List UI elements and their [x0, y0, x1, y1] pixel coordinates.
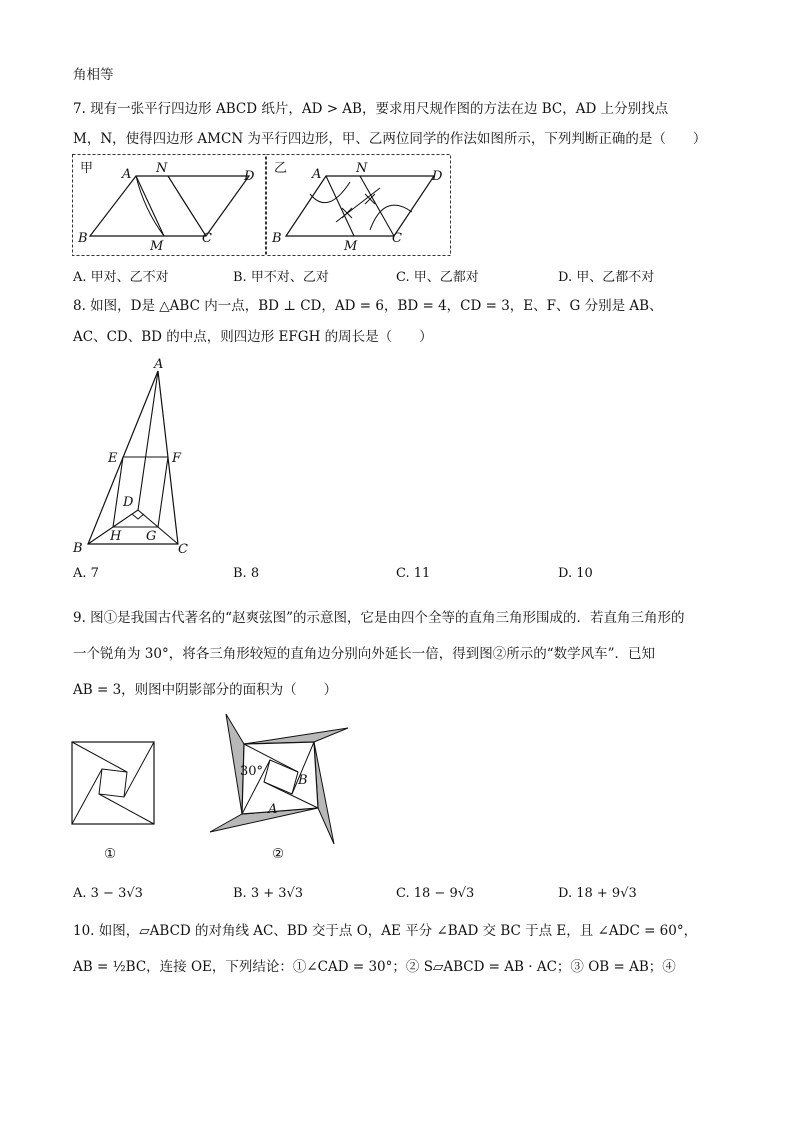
- q7-jia-point-c: C: [202, 231, 212, 246]
- q9-fig1-line-3: [99, 794, 154, 824]
- q8-stem-line1: 8. 如图，D是 △ABC 内一点，BD ⊥ CD，AD = 6，BD = 4，CD = 3，E、F、G 分别是 AB、: [73, 298, 663, 314]
- q8-option-d[interactable]: D. 10: [558, 566, 593, 581]
- q8-figure: [70, 356, 200, 561]
- q9-stem-line1: 9. 图①是我国古代著名的“赵爽弦图”的示意图，它是由四个全等的直角三角形围成的．若直角三角形的: [73, 610, 685, 626]
- q7-jia-arc-2: [168, 176, 206, 236]
- q8-point-h: H: [110, 529, 122, 544]
- q9-stem-line3: AB = 3，则图中阴影部分的面积为（ ）: [73, 682, 338, 698]
- q9-fig1-line-2: [124, 742, 154, 797]
- q7-option-d[interactable]: D. 甲、乙都不对: [558, 270, 655, 285]
- q7-jia-label: 甲: [80, 161, 94, 176]
- q7-jia-frame: [73, 155, 266, 256]
- q8-option-b[interactable]: B. 8: [233, 566, 260, 581]
- q7-stem-line1: 7. 现有一张平行四边形 ABCD 纸片，AD > AB，要求用尺规作图的方法在边 BC，AD 上分别找点: [73, 101, 669, 117]
- q7-jia-point-a: A: [122, 167, 132, 182]
- q7-yi-point-a: A: [312, 167, 322, 182]
- q7-figure-jia: [72, 154, 266, 256]
- q9-fig2-point-b: B: [298, 773, 308, 788]
- q7-yi-point-m: M: [344, 239, 358, 254]
- q8-point-c: C: [178, 542, 188, 557]
- q9-figure-2: [206, 710, 352, 850]
- lead-text: 角相等: [73, 67, 114, 83]
- q7-yi-segment-am: [326, 176, 354, 236]
- q8-point-f: F: [172, 451, 182, 466]
- q9-fig1-inner-square: [99, 769, 127, 797]
- q9-fig1-line-1: [72, 742, 127, 772]
- q9-fig2-angle-label: 30°: [240, 764, 264, 779]
- q9-figure-1: [70, 740, 158, 828]
- q10-stem-line1: 10. 如图，▱ABCD 的对角线 AC、BD 交于点 O，AE 平分 ∠BAD 交 BC 于点 E，且 ∠ADC = 60°，: [73, 923, 698, 939]
- q7-jia-point-b: B: [78, 231, 88, 246]
- q8-segment-ad: [138, 371, 158, 510]
- q7-yi-point-c: C: [392, 231, 402, 246]
- q7-yi-point-d: D: [432, 169, 443, 184]
- q9-fig2-shaded-2: [244, 728, 348, 744]
- q7-jia-parallelogram: [90, 176, 249, 236]
- q7-yi-point-b: B: [272, 231, 282, 246]
- q8-stem-line2: AC、CD、BD 的中点，则四边形 EFGH 的周长是（ ）: [73, 329, 433, 345]
- q7-option-b[interactable]: B. 甲不对、乙对: [233, 270, 329, 285]
- q9-figure-2-caption: ②: [272, 846, 285, 862]
- q9-fig1-line-4: [72, 769, 102, 824]
- q7-stem-line2: M，N，使得四边形 AMCN 为平行四边形，甲、乙两位同学的作法如图所示，下列判断正确的是（ ）: [73, 131, 707, 147]
- q9-option-c[interactable]: C. 18 − 9√3: [396, 886, 475, 901]
- q7-yi-parallelogram: [286, 176, 434, 236]
- q8-point-a: A: [154, 357, 164, 372]
- q9-fig2-point-a: A: [268, 802, 278, 817]
- q8-option-c[interactable]: C. 11: [396, 566, 431, 581]
- q8-point-e: E: [108, 451, 118, 466]
- q8-point-g: G: [146, 529, 157, 544]
- q7-yi-label: 乙: [274, 161, 288, 176]
- q8-option-a[interactable]: A. 7: [73, 566, 99, 581]
- q10-stem-line2: AB = ½BC，连接 OE，下列结论：①∠CAD = 30°；② S▱ABCD = AB · AC；③ OB = AB；④: [73, 959, 676, 975]
- q9-option-b[interactable]: B. 3 + 3√3: [233, 886, 304, 901]
- q7-option-c[interactable]: C. 甲、乙都对: [396, 270, 479, 285]
- q9-figure-1-caption: ①: [104, 846, 117, 862]
- q7-jia-point-m: M: [150, 239, 164, 254]
- q9-option-d[interactable]: D. 18 + 9√3: [558, 886, 637, 901]
- q8-right-angle-mark: [132, 514, 144, 519]
- q7-option-a[interactable]: A. 甲对、乙不对: [73, 270, 169, 285]
- q7-jia-point-d: D: [244, 169, 255, 184]
- q7-jia-point-n: N: [156, 161, 168, 176]
- q9-fig1-outer-square: [72, 742, 154, 824]
- q7-jia-segment-am: [136, 176, 164, 236]
- q7-figure-yi: [266, 154, 451, 256]
- q7-yi-point-n: N: [356, 161, 368, 176]
- q9-option-a[interactable]: A. 3 − 3√3: [73, 886, 143, 901]
- q9-stem-line2: 一个锐角为 30°，将各三角形较短的直角边分别向外延长一倍，得到图②所示的“数学风车”．已知: [73, 646, 656, 662]
- q8-point-d: D: [123, 495, 134, 510]
- q8-point-b: B: [73, 541, 83, 556]
